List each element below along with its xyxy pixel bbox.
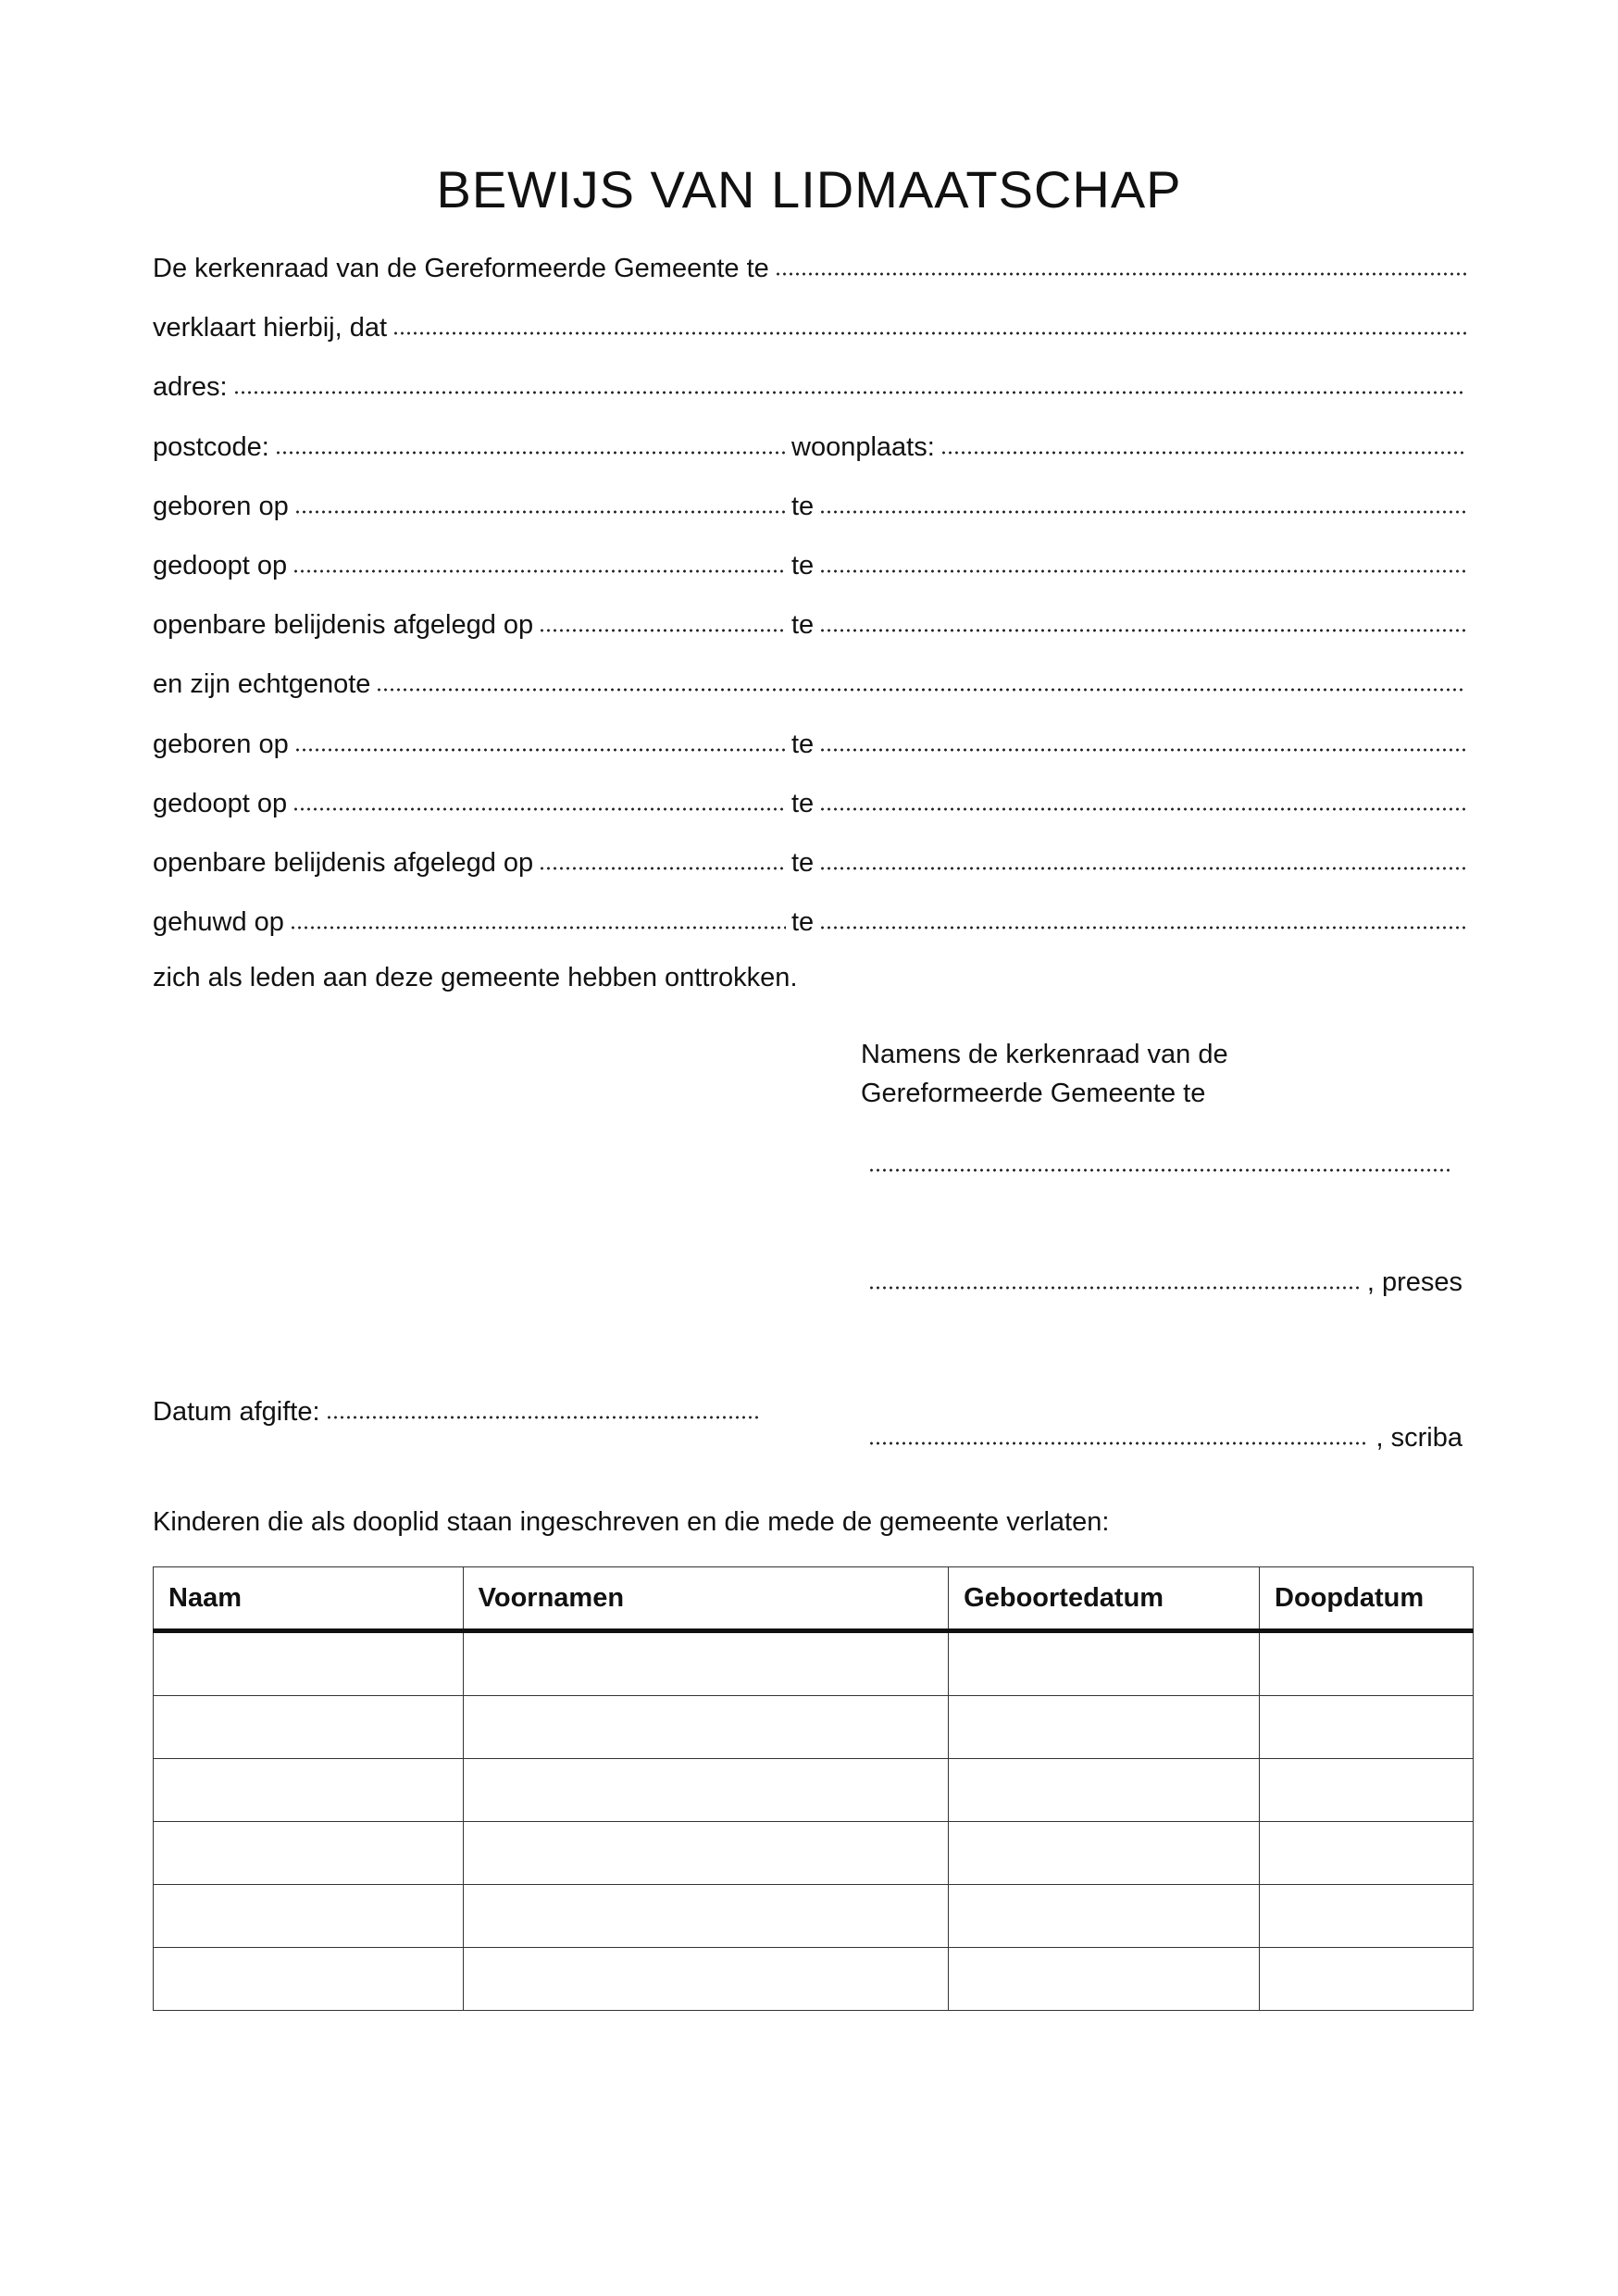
spouse-confession-place-field[interactable] — [819, 844, 1466, 871]
baptized-date-field[interactable] — [292, 547, 786, 574]
form-line-spouse — [153, 666, 1472, 725]
baptized-place-label: te — [791, 550, 815, 580]
spouse-born-place-label: te — [791, 729, 815, 759]
scriba-signature-line — [861, 1419, 1462, 1456]
residence-label: woonplaats: — [791, 431, 935, 462]
baptized-place-field[interactable] — [819, 547, 1466, 574]
form-line-spouse-born — [153, 726, 1472, 785]
form-line-born — [153, 488, 1472, 547]
table-row — [154, 1822, 1474, 1885]
page-title: BEWIJS VAN LIDMAATSCHAP — [436, 160, 1182, 218]
children-table — [153, 1566, 1474, 2011]
birth-date-cell[interactable] — [949, 1631, 1260, 1696]
born-place-label: te — [791, 491, 815, 521]
children-intro: Kinderen die als dooplid staan ingeschreven en die mede de gemeente verlaten: — [153, 1507, 1110, 1537]
baptism-date-cell[interactable] — [1260, 1948, 1474, 2011]
baptism-date-cell[interactable] — [1260, 1822, 1474, 1885]
spouse-born-label: geboren op — [153, 729, 289, 759]
table-row — [154, 1885, 1474, 1948]
signature-heading-line2: Gereformeerde Gemeente te — [861, 1079, 1206, 1108]
signature-place-line — [861, 1146, 1458, 1183]
birth-date-cell[interactable] — [949, 1822, 1260, 1885]
spouse-confession-label: openbare belijdenis afgelegd op — [153, 847, 534, 878]
residence-field[interactable] — [940, 429, 1466, 455]
postcode-label: postcode: — [153, 431, 269, 462]
preses-signature-line — [861, 1264, 1462, 1301]
form-line-spouse-confession — [153, 844, 1472, 904]
scriba-signature-field[interactable] — [868, 1419, 1369, 1446]
birth-date-cell[interactable] — [949, 1696, 1260, 1759]
born-place-field[interactable] — [819, 488, 1466, 515]
table-row — [154, 1631, 1474, 1696]
signature-place-field[interactable] — [868, 1146, 1450, 1173]
children-table-header — [154, 1567, 1474, 1631]
form-line-postcode — [153, 429, 1472, 488]
baptism-date-cell[interactable] — [1260, 1759, 1474, 1822]
preses-signature-field[interactable] — [868, 1264, 1360, 1291]
column-header-birth-date: Geboortedatum — [949, 1567, 1260, 1631]
spouse-confession-place-label: te — [791, 847, 815, 878]
form-line-baptized — [153, 547, 1472, 606]
first-names-cell[interactable] — [463, 1885, 949, 1948]
table-row — [154, 1948, 1474, 2011]
signature-heading-line1: Namens de kerkenraad van de — [861, 1040, 1228, 1069]
baptism-date-cell[interactable] — [1260, 1885, 1474, 1948]
married-date-field[interactable] — [290, 904, 786, 930]
congregation-label: De kerkenraad van de Gereformeerde Gemeente te — [153, 254, 769, 283]
issue-date-label: Datum afgifte: — [153, 1397, 320, 1427]
name-cell[interactable] — [154, 1631, 464, 1696]
married-place-field[interactable] — [819, 904, 1466, 930]
first-names-cell[interactable] — [463, 1696, 949, 1759]
scriba-label: , scriba — [1375, 1423, 1462, 1453]
baptized-label: gedoopt op — [153, 550, 288, 580]
congregation-field[interactable] — [775, 250, 1466, 277]
form-line-spouse-baptized — [153, 785, 1472, 844]
baptism-date-cell[interactable] — [1260, 1696, 1474, 1759]
address-label: adres: — [153, 372, 228, 403]
confession-label: openbare belijdenis afgelegd op — [153, 610, 534, 641]
column-header-name: Naam — [154, 1567, 464, 1631]
preses-label: , preses — [1366, 1267, 1462, 1297]
address-field[interactable] — [233, 368, 1466, 395]
signature-block — [861, 1035, 1481, 1453]
name-cell[interactable] — [154, 1948, 464, 2011]
baptism-date-cell[interactable] — [1260, 1631, 1474, 1696]
issue-date-field[interactable] — [326, 1393, 758, 1420]
membership-form — [153, 250, 1472, 1022]
born-label: geboren op — [153, 491, 289, 521]
spouse-label: en zijn echtgenote — [153, 669, 371, 700]
spouse-born-date-field[interactable] — [294, 726, 786, 753]
confession-place-label: te — [791, 610, 815, 641]
birth-date-cell[interactable] — [949, 1948, 1260, 2011]
column-header-baptism-date: Doopdatum — [1260, 1567, 1474, 1631]
name-cell[interactable] — [154, 1759, 464, 1822]
birth-date-cell[interactable] — [949, 1759, 1260, 1822]
issue-date-line — [153, 1393, 764, 1428]
spouse-baptized-label: gedoopt op — [153, 788, 288, 818]
postcode-field[interactable] — [275, 429, 786, 455]
column-header-first-names: Voornamen — [463, 1567, 949, 1631]
married-label: gehuwd op — [153, 907, 284, 938]
born-date-field[interactable] — [294, 488, 786, 515]
spouse-born-place-field[interactable] — [819, 726, 1466, 753]
closing-statement: zich als leden aan deze gemeente hebben onttrokken. — [153, 963, 798, 993]
member-name-field[interactable] — [392, 309, 1466, 336]
first-names-cell[interactable] — [463, 1631, 949, 1696]
confession-date-field[interactable] — [539, 606, 786, 633]
spouse-baptized-place-label: te — [791, 788, 815, 818]
form-line-confession — [153, 606, 1472, 666]
form-line-congregation — [153, 250, 1472, 309]
married-place-label: te — [791, 907, 815, 938]
spouse-confession-date-field[interactable] — [539, 844, 786, 871]
first-names-cell[interactable] — [463, 1822, 949, 1885]
name-cell[interactable] — [154, 1885, 464, 1948]
declares-label: verklaart hierbij, dat — [153, 313, 388, 343]
birth-date-cell[interactable] — [949, 1885, 1260, 1948]
spouse-baptized-date-field[interactable] — [292, 785, 786, 812]
name-cell[interactable] — [154, 1696, 464, 1759]
first-names-cell[interactable] — [463, 1759, 949, 1822]
spouse-name-field[interactable] — [376, 666, 1466, 693]
first-names-cell[interactable] — [463, 1948, 949, 2011]
form-line-married — [153, 904, 1472, 963]
name-cell[interactable] — [154, 1822, 464, 1885]
form-line-address — [153, 368, 1472, 428]
table-row — [154, 1759, 1474, 1822]
form-line-declares — [153, 309, 1472, 368]
confession-place-field[interactable] — [819, 606, 1466, 633]
table-row — [154, 1696, 1474, 1759]
spouse-baptized-place-field[interactable] — [819, 785, 1466, 812]
